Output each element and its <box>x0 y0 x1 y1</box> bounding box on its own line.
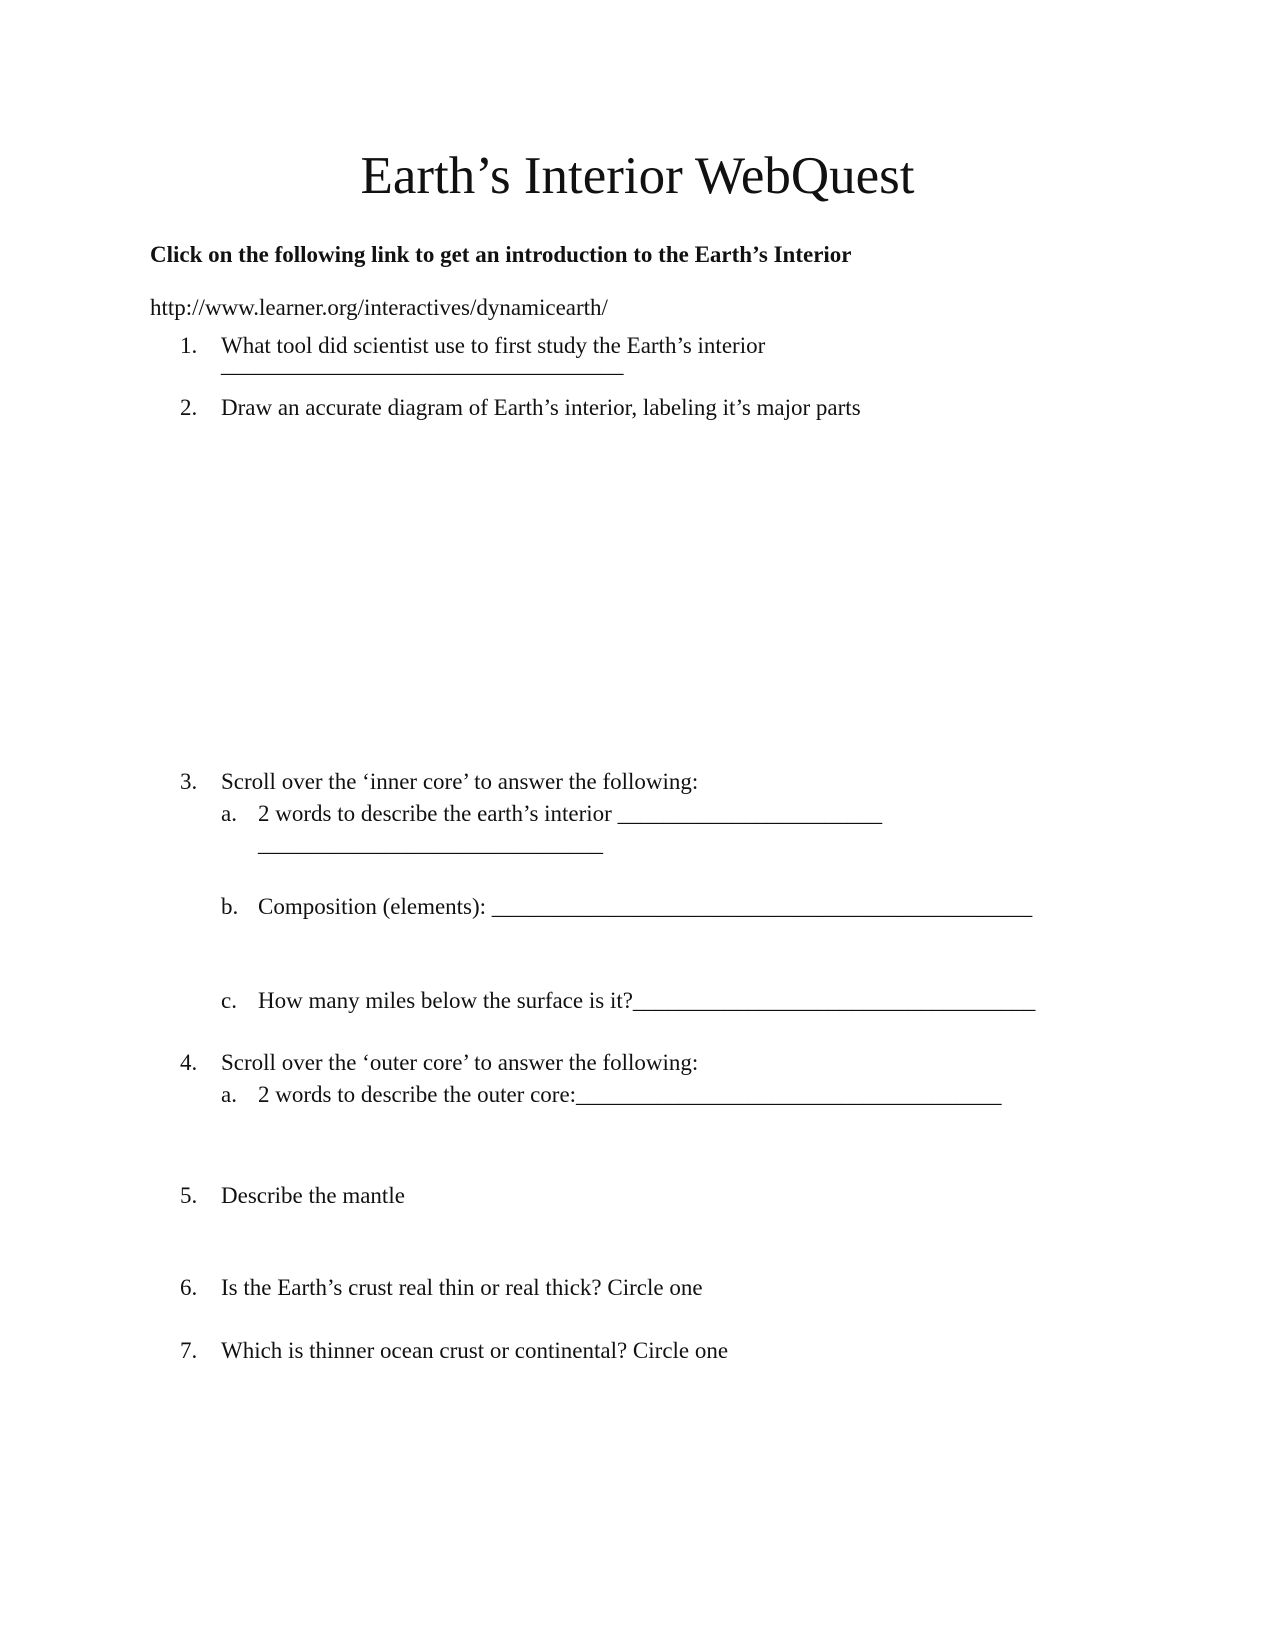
question-7-text: Which is thinner ocean crust or continental? Circle one <box>221 1338 729 1363</box>
question-3b-text[interactable]: Composition (elements): _______________________________________________ <box>258 894 1033 919</box>
question-5-number: 5. <box>180 1183 198 1208</box>
question-3-text: Scroll over the ‘inner core’ to answer the following: <box>221 769 699 794</box>
question-3c-text[interactable]: How many miles below the surface is it?___________________________________ <box>258 988 1036 1013</box>
question-1-answer-blank[interactable]: ___________________________________ <box>221 352 624 377</box>
question-4-text: Scroll over the ‘outer core’ to answer the following: <box>221 1050 699 1075</box>
question-2-text: Draw an accurate diagram of Earth’s interior, labeling it’s major parts <box>221 395 861 420</box>
question-3a-letter: a. <box>221 801 237 826</box>
question-3c-letter: c. <box>221 988 237 1013</box>
question-4-number: 4. <box>180 1050 198 1075</box>
question-2-number: 2. <box>180 395 198 420</box>
question-6-number: 6. <box>180 1275 198 1300</box>
question-3a-text[interactable]: 2 words to describe the earth’s interior _______________________ <box>258 801 883 826</box>
question-3-number: 3. <box>180 769 198 794</box>
resource-link[interactable]: http://www.learner.org/interactives/dynamicearth/ <box>150 295 608 320</box>
question-4a-text[interactable]: 2 words to describe the outer core:_____________________________________ <box>258 1082 1002 1107</box>
page-title: Earth’s Interior WebQuest <box>360 147 915 205</box>
question-1-number: 1. <box>180 333 198 358</box>
question-4a-letter: a. <box>221 1082 237 1107</box>
question-3b-letter: b. <box>221 894 239 919</box>
question-5-text: Describe the mantle <box>221 1183 405 1208</box>
question-7-number: 7. <box>180 1338 198 1363</box>
instruction-heading: Click on the following link to get an introduction to the Earth’s Interior <box>150 242 852 267</box>
question-1-text: What tool did scientist use to first study the Earth’s interior <box>221 333 766 358</box>
diagram-drawing-area[interactable] <box>221 430 1101 750</box>
question-6-text: Is the Earth’s crust real thin or real thick? Circle one <box>221 1275 703 1300</box>
question-3a-answer-blank[interactable]: ______________________________ <box>258 831 603 856</box>
